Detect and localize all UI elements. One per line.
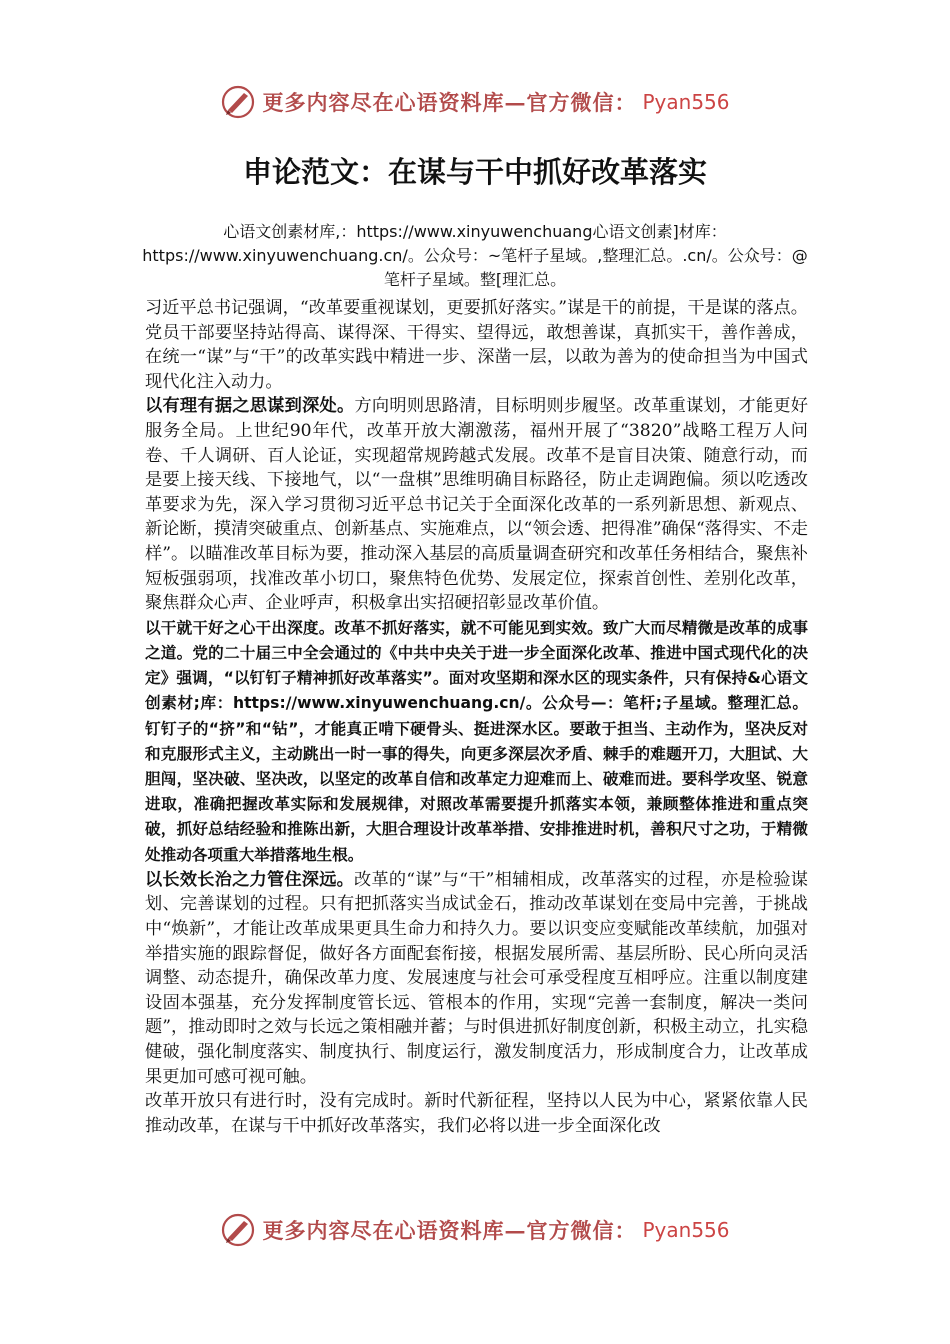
paragraph-conclusion	[145, 1089, 808, 1138]
paragraph-text: 以干就干好之心干出深度。改革不抓好落实，就不可能见到实效。致广大而尽精微是改革的成事之道。党的二十届三中全会通过的《中共中央关于进一步全面深化改革、推进中国式现代化的决定》强调，“以钉钉子精神抓好改革落实”。面对攻坚期和深水区的现实条件，只有保持&心语文创素材;库：https://www.xinyuwenchuang.cn/。公众号—：笔杆;子星域。整理汇总。钉钉子的“挤”和“钻”，才能真正啃下硬骨头、挺进深水区。要敢于担当、主动作为，坚决反对和克服形式主义，主动跳出一时一事的得失，向更多深层次矛盾、棘手的难题开刀，大胆试、大胆闯，坚决破、坚决改，以坚定的改革自信和改革定力迎难而上、破难而进。要科学攻坚、锐意进取，准确把握改革实际和发展规律，对照改革需要提升抓落实本领，兼顾整体推进和重点突破，抓好总结经验和推陈出新，大胆合理设计改革举措、安排推进时机，善积尺寸之功，于精微处推动各项重大举措落地生根。	[145, 618, 808, 864]
footer-banner	[0, 1208, 950, 1252]
watermark-text: 心语文创素材库,：https://www.xinyuwenchuang心语文创素]材库：https://www.xinyuwenchuang.cn/。公众号：~笔杆子星域。,整理汇总。.cn/。公众号：@笔杆子星域。整[理汇总。	[142, 222, 808, 289]
paragraph-text: 习近平总书记强调，“改革要重视谋划，更要抓好落实。”谋是干的前提，干是谋的落点。党员干部要坚持站得高、谋得深、干得实、望得远，敢想善谋，真抓实干，善作善成，在统一“谋”与“干”的改革实践中精进一步、深凿一层，以敢为善为的使命担当为中国式现代化注入动力。	[145, 298, 808, 392]
banner-handle: Pyan556	[642, 1218, 730, 1242]
paragraph-lead: 以有理有据之思谋到深处。	[145, 396, 355, 417]
paragraph-text: 方向明则思路清，目标明则步履坚。改革重谋划，才能更好服务全局。上世纪90年代，改革开放大潮激荡，福州开展了“3820”战略工程万人问卷、千人调研、百人论证，实现超常规跨越式发展。改革不是盲目决策、随意行动，而是要上接天线、下接地气，以“一盘棋”思维明确目标路径，防止走调跑偏。须以吃透改革要求为先，深入学习贯彻习近平总书记关于全面深化改革的一系列新思想、新观点、新论断，摸清突破重点、创新基点、实施难点，以“领会透、把得准”确保“落得实、不走样”。以瞄准改革目标为要，推动深入基层的高质量调查研究和改革任务相结合，聚焦补短板强弱项，找准改革小切口，聚焦特色优势、发展定位，探索首创性、差别化改革，聚焦群众心声、企业呼声，积极拿出实招硬招彰显改革价值。	[145, 396, 808, 614]
page-title: 申论范文：在谋与干中抓好改革落实	[242, 155, 707, 189]
paragraph-section-3	[145, 868, 808, 1089]
banner-text: 更多内容尽在心语资料库—官方微信：	[262, 90, 637, 115]
banner-text: 更多内容尽在心语资料库—官方微信：	[262, 1218, 637, 1243]
paragraph-text: 改革的“谋”与“干”相辅相成，改革落实的过程，亦是检验谋划、完善谋划的过程。只有把抓落实当成试金石，推动改革谋划在变局中完善，于挑战中“焕新”，才能让改革成果更具生命力和持久力。要以识变应变赋能改革续航，加强对举措实施的跟踪督促，做好各方面配套衔接，根据发展所需、基层所盼、民心所向灵活调整、动态提升，确保改革力度、发展速度与社会可承受程度互相呼应。注重以制度建设固本强基，充分发挥制度管长远、管根本的作用，实现“完善一套制度，解决一类问题”，推动即时之效与长远之策相融并蓄；与时俱进抓好制度创新，积极主动立，扎实稳健破，强化制度落实、制度执行、制度运行，激发制度活力，形成制度合力，让改革成果更加可感可视可触。	[145, 869, 808, 1087]
pen-quill-logo-icon	[220, 84, 256, 120]
header-banner	[0, 80, 950, 124]
pen-quill-logo-icon	[220, 1212, 256, 1248]
banner-handle: Pyan556	[642, 90, 730, 114]
paragraph-section-2	[145, 616, 808, 868]
paragraph-intro	[145, 296, 808, 394]
paragraph-text: 改革开放只有进行时，没有完成时。新时代新征程，坚持以人民为中心，紧紧依靠人民推动改革，在谋与干中抓好改革落实，我们必将以进一步全面深化改	[145, 1091, 808, 1136]
paragraph-lead: 以长效长治之力管住深远。	[145, 869, 355, 890]
paragraph-section-1	[145, 394, 808, 615]
article-body	[145, 296, 808, 1138]
